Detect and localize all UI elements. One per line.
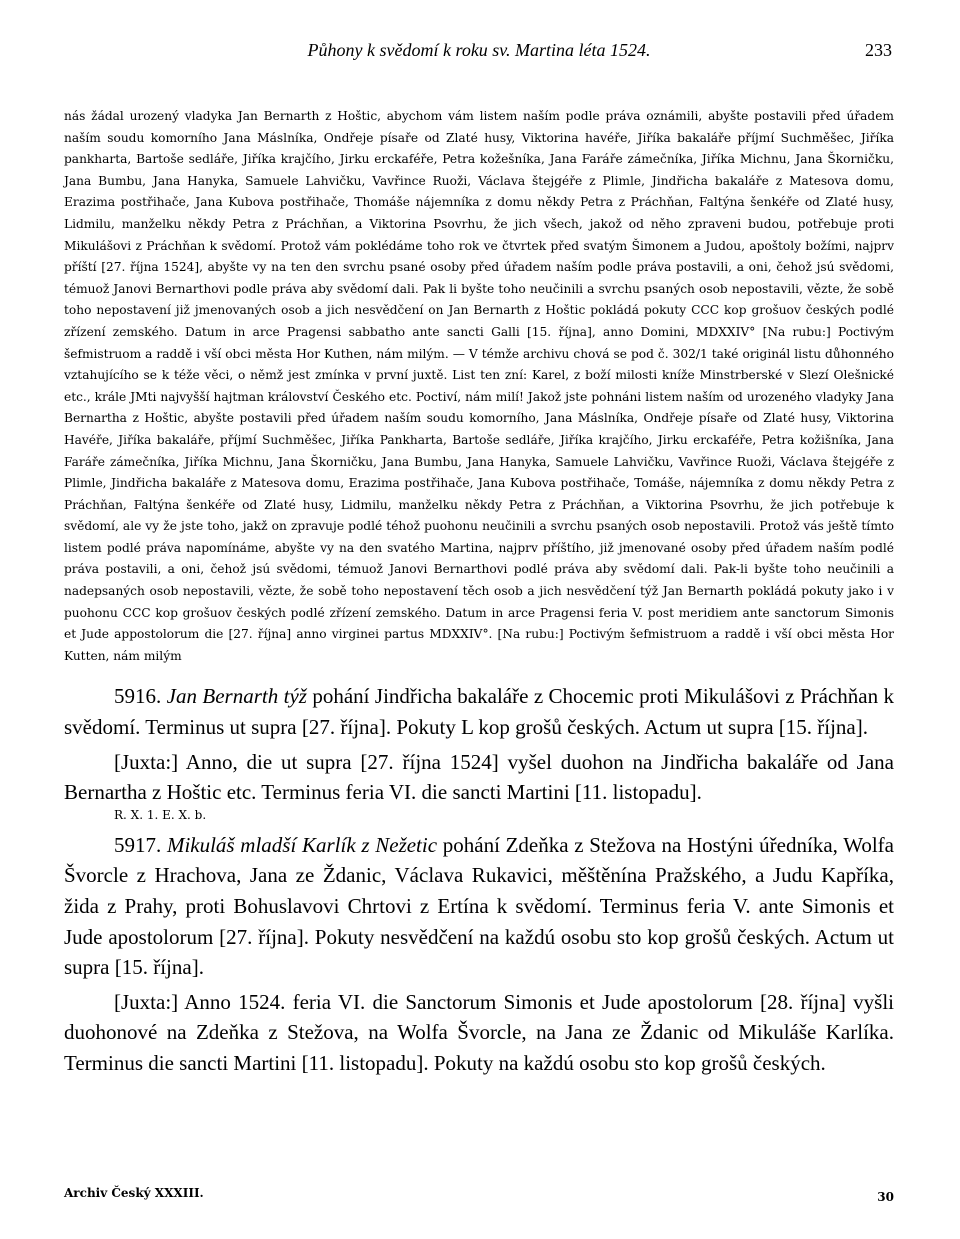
entry-5916 <box>64 681 894 742</box>
footer-signature-number: 30 <box>877 1190 894 1204</box>
entry-text: pohání Jindřicha bakaláře z Chocemic proti Mikulášovi z Práchňan k svědomí. Terminus ut supra [27. října]. Pokuty L kop grošů českých. Actum ut supra [15. října]. <box>64 684 894 740</box>
entry-plaintiff: Mikuláš mladší Karlík z Nežetic <box>166 832 438 857</box>
document-page <box>64 32 894 1079</box>
entry-plaintiff: Jan Bernarth týž <box>166 684 307 709</box>
page-footer <box>64 1186 894 1206</box>
entry-number: 5917. <box>114 832 162 857</box>
running-title: Půhony k svědomí k roku sv. Martina léta 1524. <box>307 40 651 60</box>
entry-text: pohání Zdeňka z Stežova na Hostýni úředníka, Wolfa Švorcle z Hrachova, Jana ze Ždanic, Václava Rukavici, měštěnína Pražského, a Judu Kapříka, žida z Prahy, proti Bohuslavovi Chrtovi z Ertína k svědomí. Terminus feria V. ante Simonis et Jude apostolorum [27. října]. Pokuty nesvědčení na každú osobu sto kop grošů českých. Actum ut supra [15. října]. <box>64 832 894 980</box>
entry-5917-juxta: [Juxta:] Anno 1524. feria VI. die Sanctorum Simonis et Jude apostolorum [28. října] vyšli duohonové na Zdeňka z Stežova, na Wolfa Švorcle, na Jana ze Ždanic od Mikuláše Karlíka. Terminus die sancti Martini [11. listopadu]. Pokuty na každú osobu sto kop grošů českých. <box>64 989 894 1075</box>
entry-5917 <box>64 830 894 983</box>
continuation-note: nás žádal urozený vladyka Jan Bernarth z Hoštic, abychom vám listem naším podle práva oznámili, abyšte postavili před úřadem naším soudu komorního Jana Máslníka, Ondřeje písaře od Zlaté husy, Viktorina havéře, Jiříka bakaláře příjmí Suchměšec, Jiříka pankharta, Bartoše sedláře, Jiříka krajčího, Jirku erckaféře, Petra kožešníka, Jana Faráře zámečníka, Jiříka Michnu, Jana Škorničku, Jana Bumbu, Jana Hanyka, Samuele Lahvičku, Vavřince Ruoži, Václava štejgéře z Plimle, Jindřicha bakaláře z Matesova domu, Erazima postřihače, Jana Kubova postřihače, Thomáše nájemníka z domu někdy Petra z Práchňan, Faltýna šenkéře od Zlaté husy, Lidmilu, manželku někdy Petra z Práchňan, a Viktorina Psovrhu, že jich všech, jakož od něho zpraveni budou, potřebuje proti Mikulášovi z Práchňan k svědomí. Protož vám poklédáme toho rok ve čtvrtek před svatým Šimonem a Judou, apoštoly božími, najprv příští [27. října 1524], abyšte vy na ten den svrchu psané osoby před úřadem naším podle práva postavili, a oni, čehož jsú svědomi, témuož Janovi Bernarthovi podle práva aby svědomí dali. Pak li byšte toho neučinili a svrchu psaných osob nepostavili, vězte, že sobě toho nepostavení již jmenovaných osob a jich nesvědčení on Jan Bernarth z Hoštic pokládá pokuty CCC kop grošuov českých podlé zřízení zemského. Datum in arce Pragensi sabbatho ante sancti Galli [15. října], anno Domini, MDXXIV° [Na rubu:] Poctivým šefmistruom a raddě i vší obci města Hor Kuthen, nám milým. — V témže archivu chová se pod č. 302/1 také originál listu důhonného vztahujícího se k téže věci, o němž jest zmínka v první juxtě. List ten zní: Karel, z boží milosti kníže Minstrberské v Slezí Olešnické etc., krále JMti najvyšší hajtman království Českého etc. Poctiví, nám milí! Jakož jste pohnáni listem naším od urozeného vladyky Jana Bernartha z Hoštic, abyšte postavili před úřadem naším soudu komorního, Jana Máslníka, Ondřeje písaře od Zlaté husy, Viktorina Havéře, Jiříka bakaláře, příjmí Suchměšec, Jiříka Pankharta, Bartoše sedláře, Jiříka krajčího, Jirku erckaféře, Petra kožišníka, Jana Faráře zámečníka, Jiříka Michnu, Jana Škorničku, Jana Bumbu, Jana Hanyka, Samuele Lahvičku, Vavřince Ruoži, Václava štejgéře z Plimle, Jindřicha bakaláře z Matesova domu, Erazima postřihače, Jana Kubova postřihače, Tomáše, nájemníka z domu někdy Petra z Práchňan, Faltýna šenkéře od Zlaté husy, Lidmilu, manželku někdy Petra z Práchňan, a Viktorina Psovrhu, že jich potřebuje k svědomí, ale vy že jste toho, jakž on zpravuje podlé téhož puohonu neučinili a svrchu psaných osob nepostavili. Protož vás ještě tímto listem podlé práva napomínáme, abyšte vy na den svatého Martina, najprv příštího, již jmenované osoby před úřadem naším podlé práva postavili, a oni, čehož jsú svědomi, témuož Janovi Bernarthovi podlé práva aby svědomí dali. Pak-li byšte toho neučinili a nadepsaných osob nepostavili, vězte, že sobě toho nepostavení těch osob a jich nesvědčení týž Jan Bernarth pokládá pokuty jako i v puohonu CCC kop grošuov českých podlé zřízení zemského. Datum in arce Pragensi feria V. post meridiem ante sanctorum Simonis et Jude appostolorum die [27. října] anno virginei partus MDXXIV°. [Na rubu:] Poctivým šefmistruom a raddě i vší obci města Hor Kutten, nám milým <box>64 109 894 663</box>
page-number: 233 <box>865 40 892 60</box>
entry-5916-juxta: [Juxta:] Anno, die ut supra [27. října 1524] vyšel duohon na Jindřicha bakaláře od Jana Bernartha z Hoštic etc. Terminus feria VI. die sancti Martini [11. listopadu]. <box>64 749 894 805</box>
footer-volume: Archiv Český XXXIII. <box>64 1186 204 1200</box>
page-header <box>64 32 894 66</box>
entry-number: 5916. <box>114 684 162 709</box>
entry-5916-signature: R. X. 1. E. X. b. <box>114 807 207 822</box>
